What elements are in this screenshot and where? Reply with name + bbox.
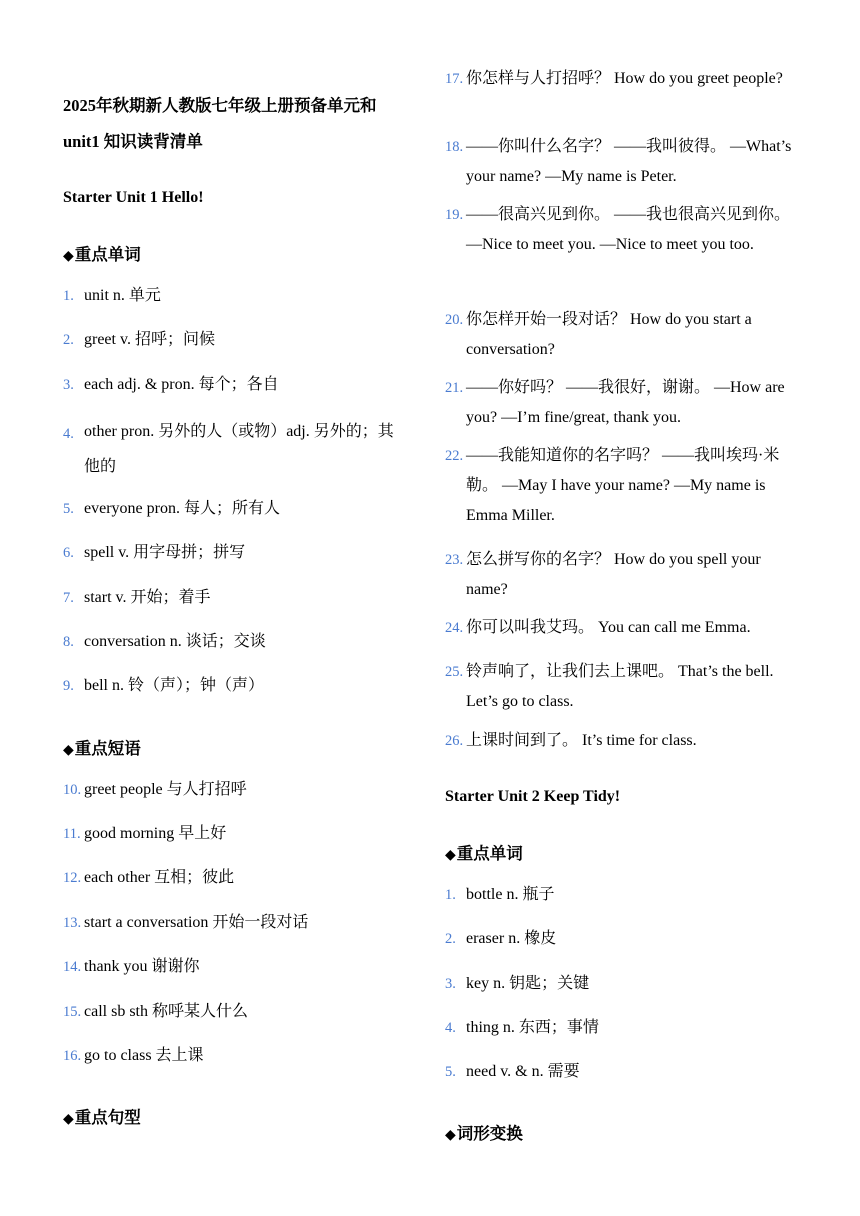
- sentence-item: [445, 200, 805, 260]
- item-text: ——很高兴见到你。 ——我也很高兴见到你。 —Nice to meet you. —Nice to meet you too.: [466, 206, 791, 253]
- item-number: 20.: [445, 312, 464, 328]
- vocab-item: [63, 414, 408, 484]
- item-number: 23.: [445, 552, 464, 568]
- vocab-item: [63, 627, 266, 657]
- item-text: thank you 谢谢你: [84, 958, 200, 975]
- item-text: bell n. 铃（声）；钟（声）: [84, 677, 264, 694]
- sentence-item: [445, 441, 805, 531]
- vocab-heading-2-label: 重点单词: [456, 844, 523, 863]
- item-number: 17.: [445, 71, 464, 87]
- phrases-heading: [63, 735, 141, 759]
- item-text: spell v. 用字母拼；拼写: [84, 544, 246, 561]
- item-text: ——你好吗？ ——我很好，谢谢。 —How are you? —I’m fine/great, thank you.: [466, 379, 785, 426]
- item-text: 铃声响了，让我们去上课吧。 That’s the bell. Let’s go to class.: [466, 663, 774, 710]
- item-text: greet people 与人打招呼: [84, 781, 247, 798]
- starter2-title: Starter Unit 2 Keep Tidy!: [445, 788, 621, 805]
- diamond-bullet-icon: ◆: [63, 248, 74, 264]
- vocab-item: [63, 671, 264, 701]
- vocab-item: [63, 370, 279, 400]
- sentence-item: [445, 132, 805, 192]
- item-number: 25.: [445, 664, 464, 680]
- vocab-item: [445, 880, 554, 910]
- diamond-bullet-icon: ◆: [63, 1111, 74, 1127]
- vocab-item: [63, 583, 211, 613]
- item-text: each adj. & pron. 每个；各自: [84, 376, 279, 393]
- item-number: 16.: [63, 1048, 82, 1064]
- item-number: 15.: [63, 1004, 82, 1020]
- item-number: 19.: [445, 207, 464, 223]
- item-text: ——我能知道你的名字吗？ ——我叫埃玛·米勒。 —May I have your name? —My name is Emma Miller.: [466, 447, 780, 524]
- vocab-item: [445, 924, 556, 954]
- item-number: 22.: [445, 448, 464, 464]
- item-number: 2.: [445, 931, 456, 947]
- item-text: eraser n. 橡皮: [466, 930, 557, 947]
- sentence-item: [445, 373, 805, 433]
- wordform-heading-label: 词形变换: [456, 1124, 523, 1143]
- phrases-heading-label: 重点短语: [74, 739, 141, 758]
- vocab-item: [63, 494, 280, 524]
- item-number: 3.: [445, 976, 456, 992]
- item-number: 11.: [63, 826, 81, 842]
- item-number: 12.: [63, 870, 82, 886]
- item-number: 3.: [63, 377, 74, 393]
- diamond-bullet-icon: ◆: [445, 847, 456, 863]
- doc-title-line2: unit1 知识读背清单: [63, 132, 203, 151]
- item-number: 7.: [63, 590, 74, 606]
- item-text: good morning 早上好: [84, 825, 227, 842]
- sentence-item: [445, 657, 805, 717]
- item-number: 9.: [63, 678, 74, 694]
- item-text: call sb sth 称呼某人什么: [84, 1003, 248, 1020]
- sentences-heading-label: 重点句型: [74, 1108, 141, 1127]
- item-number: 21.: [445, 380, 464, 396]
- item-number: 13.: [63, 915, 82, 931]
- item-text: unit n. 单元: [84, 287, 161, 304]
- item-text: 你怎样与人打招呼？ How do you greet people?: [466, 70, 783, 87]
- vocab-heading-label: 重点单词: [74, 245, 141, 264]
- phrase-item: [63, 997, 248, 1027]
- sentences-heading: [63, 1104, 141, 1128]
- item-text: need v. & n. 需要: [466, 1063, 580, 1080]
- item-number: 4.: [445, 1020, 456, 1036]
- phrase-item: [63, 908, 308, 938]
- item-text: conversation n. 谈话；交谈: [84, 633, 266, 650]
- vocab-item: [445, 1057, 580, 1087]
- vocab-item: [63, 538, 245, 568]
- item-number: 5.: [445, 1064, 456, 1080]
- item-text: 你可以叫我艾玛。 You can call me Emma.: [466, 619, 751, 636]
- vocab-heading: [63, 241, 141, 265]
- item-number: 1.: [445, 887, 456, 903]
- phrase-item: [63, 819, 226, 849]
- vocab-item: [445, 969, 589, 999]
- item-text: everyone pron. 每人；所有人: [84, 500, 280, 517]
- sentence-item: [445, 305, 805, 365]
- item-number: 10.: [63, 782, 82, 798]
- sentence-item: [445, 545, 805, 605]
- phrase-item: [63, 775, 247, 805]
- item-text: start v. 开始；着手: [84, 589, 211, 606]
- item-text: 上课时间到了。 It’s time for class.: [466, 732, 697, 749]
- item-text: greet v. 招呼；问候: [84, 331, 215, 348]
- starter1-title: Starter Unit 1 Hello!: [63, 189, 204, 206]
- phrase-item: [63, 1041, 204, 1071]
- item-number: 5.: [63, 501, 74, 517]
- item-number: 4.: [63, 426, 74, 442]
- phrase-item: [63, 863, 234, 893]
- item-text: each other 互相；彼此: [84, 869, 235, 886]
- item-number: 8.: [63, 634, 74, 650]
- vocab-heading-2: [445, 840, 523, 864]
- item-text: 怎么拼写你的名字？ How do you spell your name?: [466, 551, 761, 598]
- diamond-bullet-icon: ◆: [63, 742, 74, 758]
- item-text: key n. 钥匙；关键: [466, 975, 590, 992]
- item-number: 26.: [445, 733, 464, 749]
- item-text: go to class 去上课: [84, 1047, 204, 1064]
- item-number: 1.: [63, 288, 74, 304]
- wordform-heading: [445, 1120, 523, 1144]
- item-number: 14.: [63, 959, 82, 975]
- item-text: start a conversation 开始一段对话: [84, 914, 309, 931]
- item-number: 24.: [445, 620, 464, 636]
- item-number: 18.: [445, 139, 464, 155]
- vocab-item: [445, 1013, 599, 1043]
- sentence-item: [445, 726, 805, 756]
- item-text: other pron. 另外的人（或物）adj. 另外的；其他的: [84, 423, 394, 475]
- sentence-item: [445, 64, 805, 94]
- item-number: 2.: [63, 332, 74, 348]
- item-number: 6.: [63, 545, 74, 561]
- doc-title-line1: 2025年秋期新人教版七年级上册预备单元和: [63, 96, 377, 115]
- item-text: bottle n. 瓶子: [466, 886, 555, 903]
- vocab-item: [63, 325, 215, 355]
- item-text: 你怎样开始一段对话？ How do you start a conversation?: [466, 311, 752, 358]
- phrase-item: [63, 952, 200, 982]
- item-text: ——你叫什么名字？ ——我叫彼得。 —What’s your name? —My name is Peter.: [466, 138, 792, 185]
- vocab-item: [63, 281, 161, 311]
- sentence-item: [445, 613, 805, 643]
- item-text: thing n. 东西；事情: [466, 1019, 599, 1036]
- diamond-bullet-icon: ◆: [445, 1127, 456, 1143]
